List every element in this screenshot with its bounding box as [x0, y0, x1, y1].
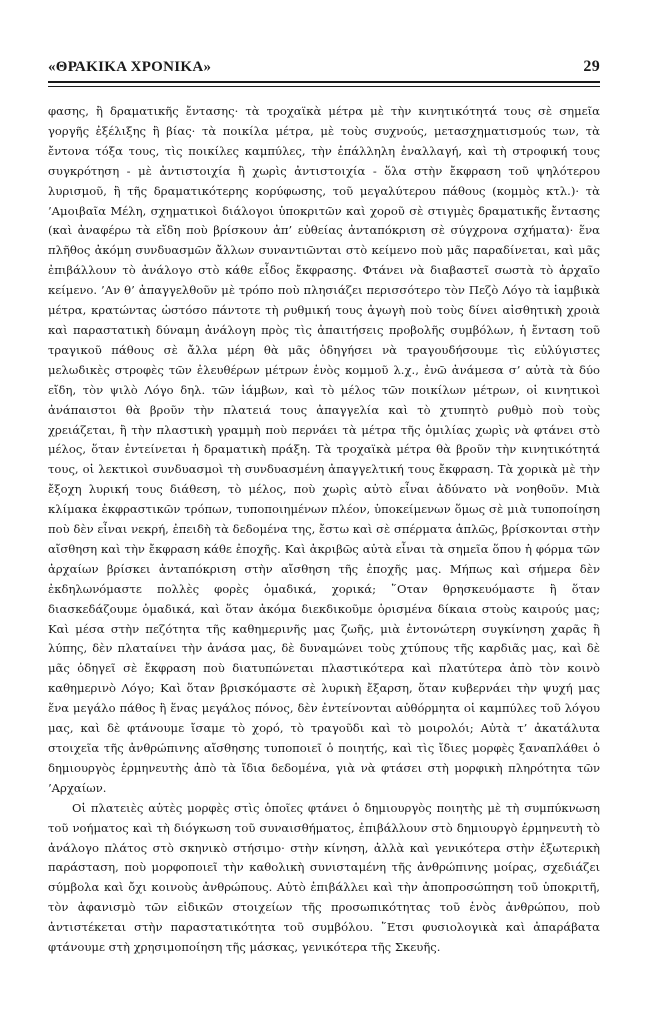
article-body [48, 102, 600, 958]
header-rule [48, 81, 600, 83]
page [48, 58, 600, 955]
paragraph-2: Οἱ πλατειὲς αὐτὲς μορφὲς στὶς ὁποῖες φτάνει ὁ δημιουργὸς ποιητὴς μὲ τὴ συμπύκνωση τοῦ νοήματος καὶ τὴ διόγκωση τοῦ συναισθήματος, ἐπιβάλλουν στὸ δημιουργὸ ἑρμηνευτὴ τὸ ἀνάλογο πλάτος στὸ σκηνικὸ στήσιμο· στὴν κίνηση, ἀλλὰ καὶ γενικότερα στὴν ἐξωτερικὴ παράσταση, ποὺ μορφοποιεῖ τὴν καθολικὴ συνισταμένη τῆς ἀνθρώπινης μοίρας, σχεδιάζει σύμβολα καὶ ὄχι κοινοὺς ἀνθρώπους. Αὐτὸ ἐπιβάλλει καὶ τὴν ἀποπροσώπηση τοῦ ὑποκριτῆ, τὸν ἀφανισμὸ τῶν εἰδικῶν στοιχείων τῆς προσωπικότητας τοῦ ἑνὸς ἀνθρώπου, ποὺ ἀντιστέκεται στὴν παραστατικότητα τοῦ συμβόλου. ῞Ετσι φυσιολογικὰ καὶ ἀπαράβατα φτάνουμε στὴ χρησιμοποίηση τῆς μάσκας, γενικότερα τῆς Σκευῆς. [48, 800, 600, 955]
paragraph-1: φασης, ἢ δραματικῆς ἔντασης· τὰ τροχαϊκὰ μέτρα μὲ τὴν κινητικότητά τους σὲ σημεῖα γοργῆς ἐξέλιξης ἢ βίας· τὰ ποικίλα μέτρα, μὲ τοὺς συχνούς, μετασχηματισμούς των, τὰ ἔντονα τόξα τους, τὶς ποικίλες καμπύλες, τὴν ἐπάλληλη ἐναλλαγή, καὶ τὴ στροφική τους συγκρότηση - μὲ ἀντιστοιχία ἢ χωρὶς ἀντιστοιχία - ὅλα στὴν ἔκφραση τοῦ ψηλότερου λυρισμοῦ, ἢ τῆς δραματικότερης κορύφωσης, τοῦ μεγαλύτερου πάθους (κομμὸς κτλ.)· τὰ ’Αμοιβαῖα Μέλη, σχηματικοὶ διάλογοι ὑποκριτῶν καὶ χοροῦ σὲ στιγμὲς δραματικῆς ἔντασης (καὶ ἀναφέρω τὰ εἴδη ποὺ βρίσκουν ἀπ’ εὐθείας ἀνταπόκριση σὲ σύγχρονα σχήματα)· ἕνα πλῆθος ἀκόμη συνδυασμῶν ἄλλων συναντιῶνται στὸ κείμενο ποὺ μᾶς παραδίνεται, καὶ μᾶς ἐπιβάλλουν τὸ ἀνάλογο στὸ κάθε εἶδος ἔκφρασης. Φτάνει νὰ διαβαστεῖ σωστὰ τὸ ἀρχαῖο κείμενο. ’Αν θ’ ἀπαγγελθοῦν μὲ τρόπο ποὺ πλησιάζει περισσότερο τὸν Πεζὸ Λόγο τὰ ἰαμβικὰ μέτρα, κρατώντας ὡστόσο πάντοτε τὴ ρυθμική τους ἀγωγὴ ποὺ τοὺς δίνει αἰσθητικὴ χροιὰ καὶ παραστατικὴ δύναμη ἀνάλογη πρὸς τὶς ἀπαιτήσεις προβολῆς συμβόλων, ἡ ἔνταση τοῦ τραγικοῦ πάθους σὲ ἄλλα μέρη θὰ μᾶς ὁδηγήσει νὰ τραγουδήσουμε τὶς εὐλύγιστες μελωδικὲς στροφὲς τῶν ἐλευθέρων μέτρων ἑνὸς κομμοῦ λ.χ., ἐνῶ ἀνάμεσα σ’ αὐτὰ τὰ δύο εἴδη, τὸν ψιλὸ Λόγο δηλ. τῶν ἰάμβων, καὶ τὸ μέλος τῶν ποικίλων μέτρων, οἱ κινητικοὶ ἀνάπαιστοι θὰ βροῦν τὴν πλατειά τους ἀπαγγελία καὶ τὸ χτυπητὸ ρυθμὸ ποὺ τοὺς χρειάζεται, ἢ τὴν πλαστικὴ γραμμὴ ποὺ περνάει τὰ μέτρα τῆς ὁμιλίας χωρὶς νὰ φτάνει στὸ μέλος, ὅταν ἐντείνεται ἡ δραματικὴ πράξη. Τὰ τροχαϊκὰ μέτρα θὰ βροῦν τὴν κινητικότητά τους, οἱ λεκτικοὶ συνδυασμοὶ τὴ συνδυασμένη ἀπαγγελτική τους ἔκφραση. Τὰ χορικὰ μὲ τὴν ἔξοχη λυρική τους διάθεση, τὸ μέλος, ποὺ χωρὶς αὐτὸ εἶναι ἀδύνατο νὰ νοηθοῦν. Μιὰ κλίμακα ἐκφραστικῶν τρόπων, τυποποιημένων πλέον, ὑποκείμενων ὅμως σὲ μιὰ τυποποίηση ποὺ δὲν εἶναι νεκρή, ἐπειδὴ τὰ δεδομένα της, ἔστω καὶ σὲ σπέρματα ἁπλῶς, βρίσκονται στὴν αἴσθηση καὶ τὴν ἔκφραση κάθε ἐποχῆς. Καὶ ἀκριβῶς αὐτὰ εἶναι τὰ σημεῖα ὅπου ἡ φόρμα τῶν ἀρχαίων βρίσκει ἀνταπόκριση στὴν αἴσθηση τῆς ἐποχῆς μας. Μήπως καὶ σήμερα δὲν ἐκδηλωνόμαστε πολλὲς φορὲς ὁμαδικά, χορικά; ῞Οταν θρησκευόμαστε ἢ ὅταν διασκεδάζουμε ὁμαδικά, καὶ ὅταν ἀκόμα διεκδικοῦμε ὁρισμένα δίκαια στοὺς καιρούς μας; Καὶ μέσα στὴν πεζότητα τῆς καθημερινῆς μας ζωῆς, μιὰ ἐντονώτερη συγκίνηση χαρᾶς ἢ λύπης, δὲν πλαταίνει τὴν ἀνάσα μας, δὲ δυναμώνει τοὺς χτύπους τῆς καρδιᾶς μας, καὶ δὲ μᾶς ὁδηγεῖ σὲ ἔκφραση ποὺ διατυπώνεται πλαστικότερα καὶ πλατύτερα ἀπὸ τὸν κοινὸ καθημερινὸ Λόγο; Καὶ ὅταν βρισκόμαστε σὲ λυρικὴ ἔξαρση, ὅταν κυβερνάει τὴν ψυχή μας ἕνα μεγάλο πάθος ἢ ἕνας μεγάλος πόνος, δὲν ἐντείνονται αὐθόρμητα οἱ καμπύλες τοῦ λόγου μας, καὶ δὲ φτάνουμε ἴσαμε τὸ χορό, τὸ τραγοῦδι καὶ τὸ μοιρολόι; Αὐτὰ τ’ ἀκατάλυτα στοιχεῖα τῆς ἀνθρώπινης αἴσθησης τυποποιεῖ ὁ ποιητής, καὶ τὶς ἴδιες μορφὲς ξαναπλάθει ὁ δημιουργὸς ἑρμηνευτὴς ἀπὸ τὰ ἴδια δεδομένα, γιὰ νὰ φτάσει στὴ μορφικὴ πληρότητα τῶν ’Αρχαίων. [48, 104, 600, 795]
journal-title: «ΘΡΑΚΙΚΑ ΧΡΟΝΙΚΑ» [48, 59, 212, 75]
header-rule-thin [48, 86, 600, 87]
running-header [48, 58, 600, 80]
page-number: 29 [583, 58, 600, 75]
